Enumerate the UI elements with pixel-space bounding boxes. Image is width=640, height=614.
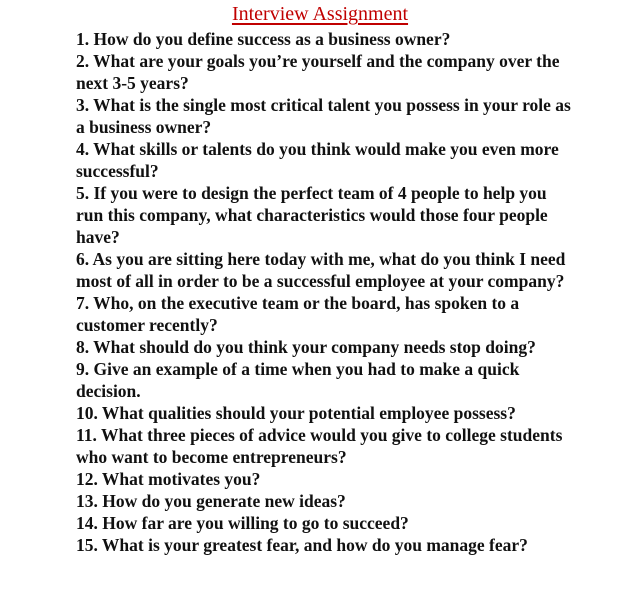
question-item: 13. How do you generate new ideas?: [76, 491, 346, 511]
question-item: 8. What should do you think your company needs stop doing?: [76, 337, 536, 357]
question-item: 2. What are your goals you’re yourself and the company over the next 3-5 years?: [76, 51, 560, 93]
question-item: 15. What is your greatest fear, and how do you manage fear?: [76, 535, 528, 555]
question-item: 5. If you were to design the perfect team of 4 people to help you run this company, what characteristics would those four people have?: [76, 183, 548, 247]
question-item: 11. What three pieces of advice would you give to college students who want to become entrepreneurs?: [76, 425, 563, 467]
document-title: Interview Assignment: [231, 3, 409, 25]
question-item: 6. As you are sitting here today with me, what do you think I need most of all in order to be a successful employee at your company?: [76, 249, 566, 291]
question-item: 7. Who, on the executive team or the board, has spoken to a customer recently?: [76, 293, 520, 335]
question-item: 10. What qualities should your potential employee possess?: [76, 403, 516, 423]
question-item: 9. Give an example of a time when you had to make a quick decision.: [76, 359, 520, 401]
question-item: 4. What skills or talents do you think would make you even more successful?: [76, 139, 559, 181]
question-item: 1. How do you define success as a business owner?: [76, 29, 451, 49]
question-list: [76, 28, 572, 556]
question-item: 3. What is the single most critical talent you possess in your role as a business owner?: [76, 95, 571, 137]
question-item: 14. How far are you willing to go to succeed?: [76, 513, 409, 533]
question-item: 12. What motivates you?: [76, 469, 261, 489]
